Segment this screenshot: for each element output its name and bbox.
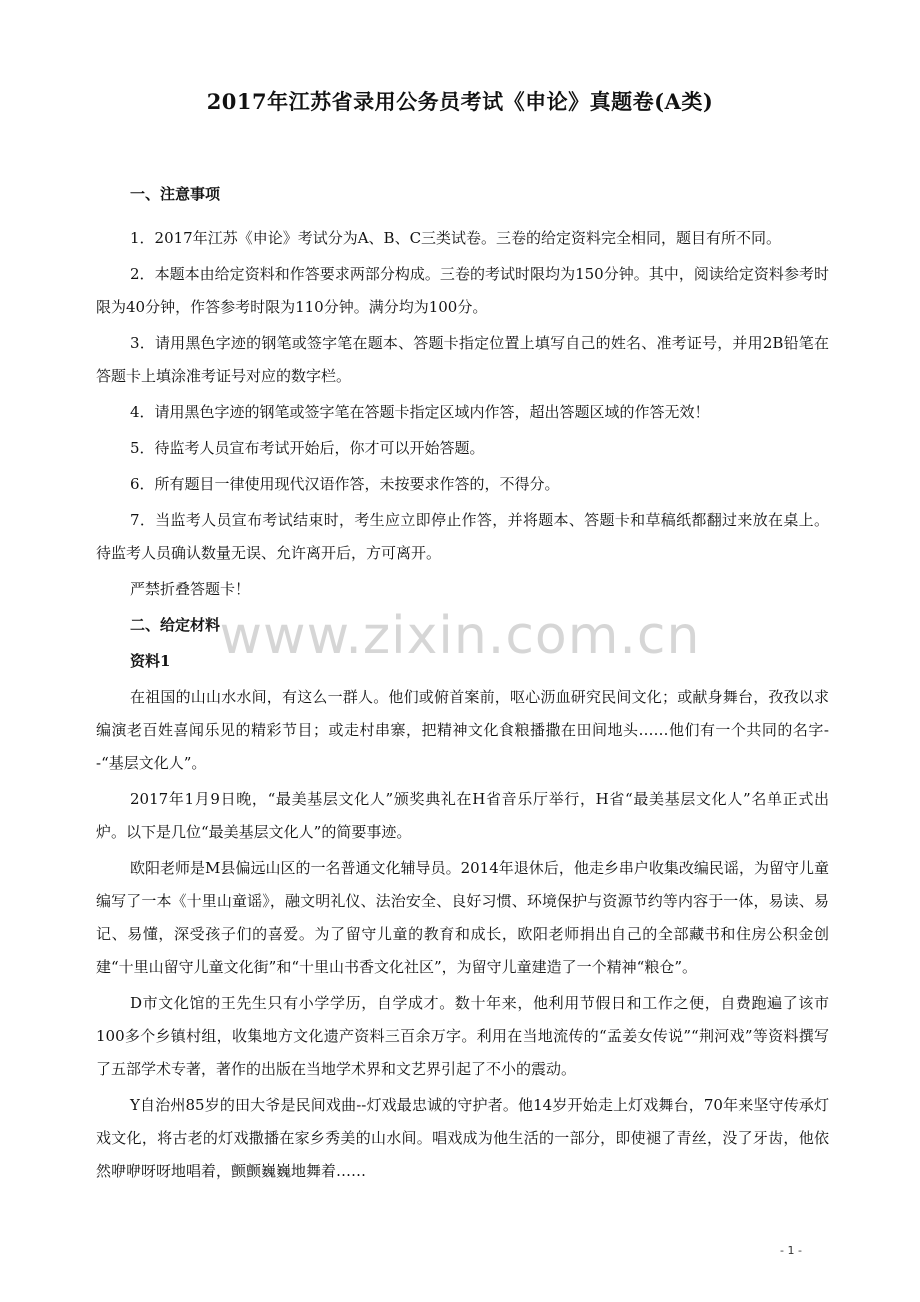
material-paragraph: Y自治州85岁的田大爷是民间戏曲--灯戏最忠诚的守护者。他14岁开始走上灯戏舞台，70年来坚守传承灯戏文化，将古老的灯戏撒播在家乡秀美的山水间。唱戏成为他生活的一部分，即使褪了青丝，没了牙齿，他依然咿咿呀呀地唱着，颤颤巍巍地舞着…… bbox=[96, 1096, 829, 1180]
material-paragraph: 欧阳老师是M县偏远山区的一名普通文化辅导员。2014年退休后，他走乡串户收集改编民谣，为留守儿童编写了一本《十里山童谣》，融文明礼仪、法治安全、良好习惯、环境保护与资源节约等内容于一体，易读、易记、易懂，深受孩子们的喜爱。为了留守儿童的教育和成长，欧阳老师捐出自己的全部藏书和住房公积金创建“十里山留守儿童文化街”和“十里山书香文化社区”，为留守儿童建造了一个精神“粮仓”。 bbox=[96, 859, 829, 976]
note-item: 5．待监考人员宣布考试开始后，你才可以开始答题。 bbox=[130, 439, 485, 457]
page-number: - 1 - bbox=[780, 1244, 802, 1257]
material-paragraph: 2017年1月9日晚，“最美基层文化人”颁奖典礼在H省音乐厅举行，H省“最美基层文化人”名单正式出炉。以下是几位“最美基层文化人”的简要事迹。 bbox=[96, 790, 829, 841]
note-warning: 严禁折叠答题卡！ bbox=[130, 580, 251, 598]
note-item: 6．所有题目一律使用现代汉语作答，未按要求作答的，不得分。 bbox=[130, 475, 560, 493]
material-paragraph: D市文化馆的王先生只有小学学历，自学成才。数十年来，他利用节假日和工作之便，自费跑遍了该市100多个乡镇村组，收集地方文化遗产资料三百余万字。利用在当地流传的“孟姜女传说”“荆河戏”等资料撰写了五部学术专著，著作的出版在当地学术界和文艺界引起了不小的震动。 bbox=[96, 994, 829, 1078]
section-heading-notes: 一、注意事项 bbox=[130, 185, 221, 203]
material-paragraph: 在祖国的山山水水间，有这么一群人。他们或俯首案前，呕心沥血研究民间文化；或献身舞台，孜孜以求编演老百姓喜闻乐见的精彩节目；或走村串寨，把精神文化食粮播撒在田间地头……他们有一个共同的名字--“基层文化人”。 bbox=[96, 688, 829, 772]
note-item: 7．当监考人员宣布考试结束时，考生应立即停止作答，并将题本、答题卡和草稿纸都翻过来放在桌上。待监考人员确认数量无误、允许离开后，方可离开。 bbox=[96, 511, 829, 562]
watermark: www.zixin.com.cn bbox=[219, 606, 701, 666]
document-title: 2017年江苏省录用公务员考试《申论》真题卷(A类) bbox=[206, 89, 714, 114]
material-label: 资料1 bbox=[130, 652, 171, 670]
document-body bbox=[96, 183, 829, 1191]
note-item: 1．2017年江苏《申论》考试分为A、B、C三类试卷。三卷的给定资料完全相同，题目有所不同。 bbox=[130, 229, 782, 247]
note-item: 3．请用黑色字迹的钢笔或签字笔在题本、答题卡指定位置上填写自己的姓名、准考证号，并用2B铅笔在答题卡上填涂准考证号对应的数字栏。 bbox=[96, 334, 829, 385]
note-item: 2．本题本由给定资料和作答要求两部分构成。三卷的考试时限均为150分钟。其中，阅读给定资料参考时限为40分钟，作答参考时限为110分钟。满分均为100分。 bbox=[96, 265, 829, 316]
section-heading-materials: 二、给定材料 bbox=[130, 616, 221, 634]
note-item: 4．请用黑色字迹的钢笔或签字笔在答题卡指定区域内作答，超出答题区域的作答无效！ bbox=[130, 403, 710, 421]
